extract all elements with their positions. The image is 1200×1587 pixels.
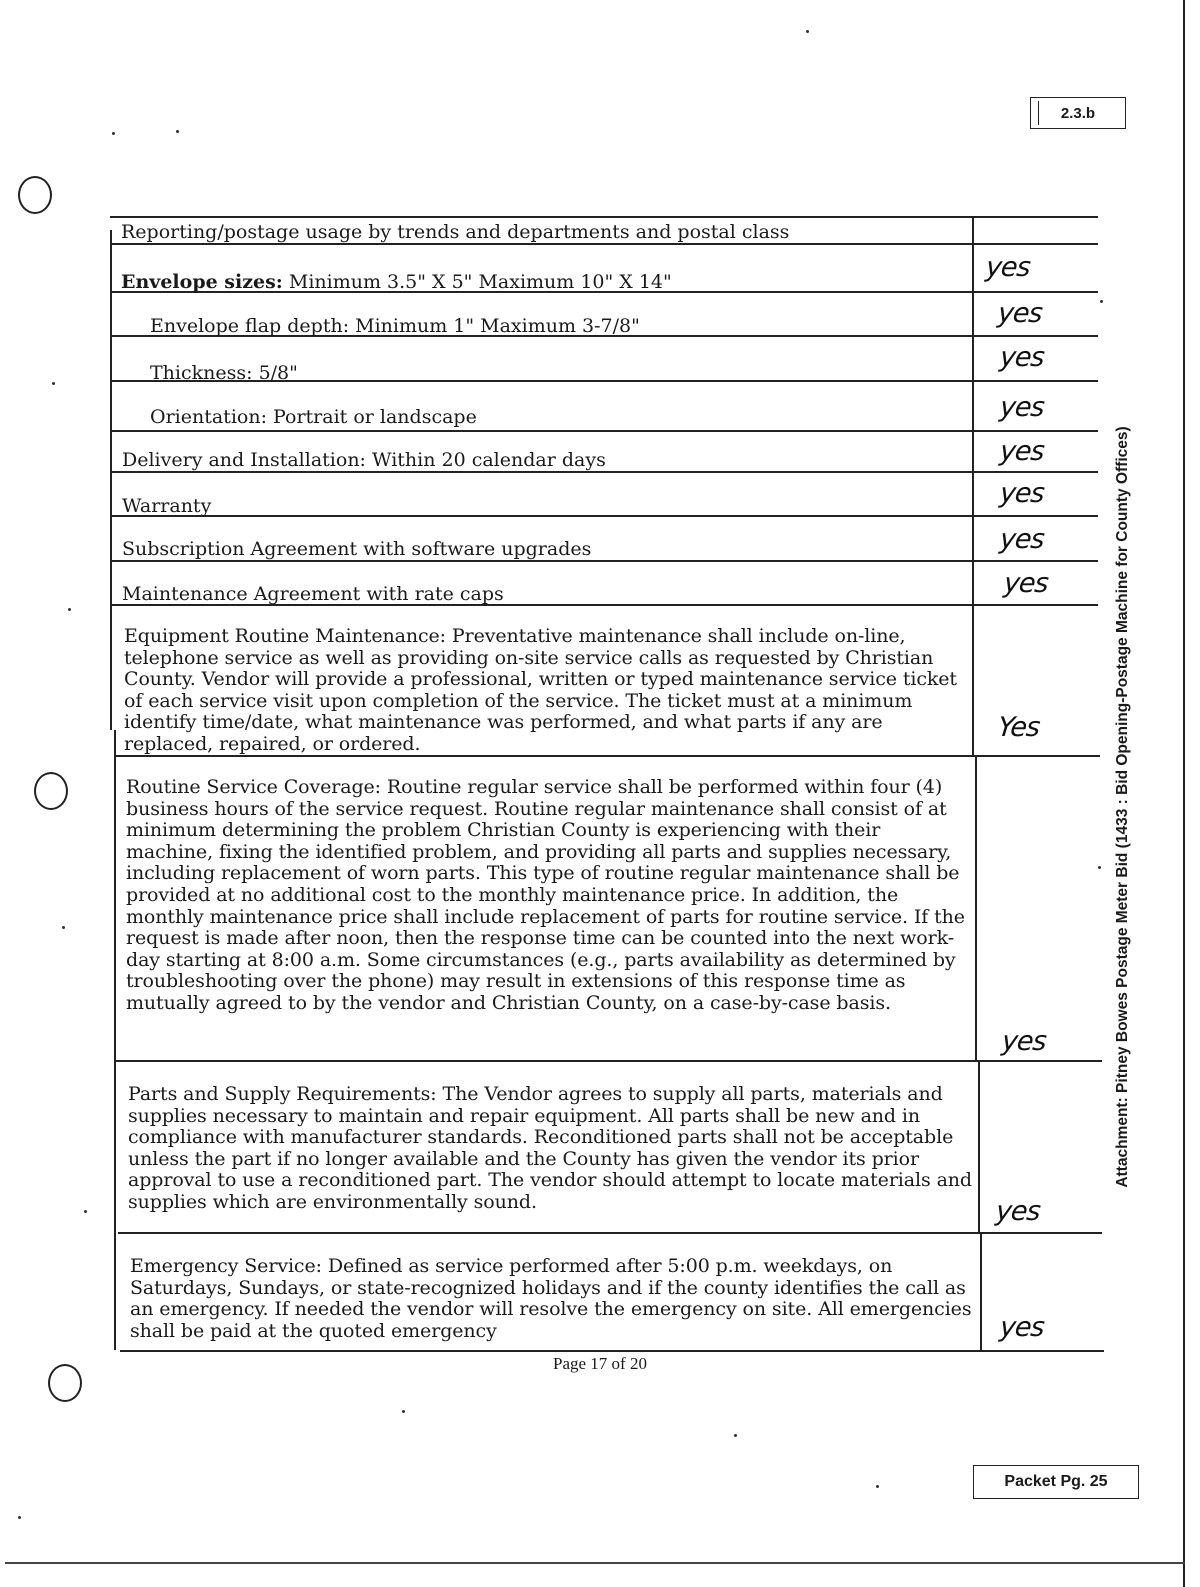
page-number: Page 17 of 20	[553, 1354, 647, 1373]
answer-orientation: yes	[998, 392, 1046, 423]
table-rule-vertical	[972, 216, 974, 756]
scan-speck	[402, 1410, 405, 1413]
scan-speck	[18, 1516, 21, 1519]
table-rule	[120, 1350, 1104, 1352]
side-attachment-caption: Attachment: Pitney Bowes Postage Meter Bid (1433 : Bid Opening-Postage Machine for County Offices)	[1114, 426, 1131, 1188]
answer-equipment-maintenance: Yes	[996, 712, 1041, 743]
row-equipment-maintenance-text: Equipment Routine Maintenance: Preventative maintenance shall include on-line, telephone service as well as providing on-site service calls as requested by Christian County. Vendor will provide a professional, written or typed maintenance service ticket of each service visit upon completion of the service. The ticket must at a minimum identify time/date, what maintenance was performed, and what parts if any are replaced, repaired, or ordered.	[124, 625, 957, 755]
table-rule	[112, 430, 1098, 432]
row-emergency-service-text: Emergency Service: Defined as service performed after 5:00 p.m. weekdays, on Saturdays, Sundays, or state-recognized holidays and if the county identifies the call as an emergency. If needed the vendor will resolve the emergency on site. All emergencies shall be paid at the quoted emergency	[130, 1255, 972, 1342]
packet-page-box	[973, 1465, 1139, 1499]
row-reporting-label: Reporting/postage usage by trends and departments and postal class	[121, 221, 790, 243]
table-rule-vertical	[975, 755, 977, 1060]
row-routine-service-text: Routine Service Coverage: Routine regular service shall be performed within four (4) business hours of the service request. Routine regular maintenance shall consist of at minimum determining the problem Christian County is experiencing with their machine, fixing the identified problem, and providing all parts and supplies necessary, including replacement of worn parts. This type of routine regular maintenance shall be provided at no additional cost to the monthly maintenance price. In addition, the monthly maintenance price shall include replacement of parts for routine service. If the request is made after noon, then the response time can be counted into the next work-day starting at 8:00 a.m. Some circumstances (e.g., parts availability as determined by troubleshooting over the phone) may result in extensions of this response time as mutually agreed to by the vendor and Christian County, on a case-by-case basis.	[126, 776, 965, 1014]
table-rule	[118, 1232, 1102, 1234]
row-envelope-sizes-heading: Envelope sizes:	[121, 271, 283, 293]
row-subscription-label: Subscription Agreement with software upgrades	[122, 538, 592, 560]
answer-maintenance-agreement: yes	[1002, 568, 1050, 599]
row-thickness-label: Thickness: 5/8"	[150, 362, 298, 384]
table-rule-vertical	[980, 1232, 982, 1350]
answer-thickness: yes	[998, 342, 1046, 373]
scan-speck	[734, 1434, 737, 1437]
scan-speck	[876, 1485, 879, 1488]
row-warranty-label: Warranty	[122, 495, 212, 517]
table-rule	[112, 560, 1098, 562]
answer-subscription: yes	[998, 524, 1046, 555]
answer-routine-service: yes	[1000, 1026, 1048, 1057]
answer-parts-supply: yes	[994, 1196, 1042, 1227]
table-rule-vertical	[978, 1060, 980, 1232]
answer-warranty: yes	[998, 478, 1046, 509]
section-tag-text: 2.3.b	[1060, 104, 1096, 122]
answer-emergency-service: yes	[998, 1312, 1046, 1343]
table-rule	[110, 243, 1098, 245]
table-rule	[112, 471, 1098, 473]
table-rule	[110, 216, 1098, 218]
row-delivery-label: Delivery and Installation: Within 20 calendar days	[122, 449, 606, 471]
packet-page-text: Packet Pg. 25	[1004, 1473, 1108, 1490]
row-orientation-label: Orientation: Portrait or landscape	[150, 406, 477, 428]
answer-flap-depth: yes	[996, 298, 1044, 329]
row-parts-supply-text: Parts and Supply Requirements: The Vendor agrees to supply all parts, materials and supplies necessary to maintain and repair equipment. All parts shall be new and in compliance with manufacturer standards. Reconditioned parts shall not be acceptable unless the part if no longer available and the County has given the vendor its prior approval to use a reconditioned part. The vendor should attempt to locate materials and supplies which are environmentally sound.	[128, 1083, 972, 1213]
answer-delivery: yes	[998, 436, 1046, 467]
page-edge-bottom	[5, 1562, 1185, 1564]
answer-envelope-sizes: yes	[984, 252, 1032, 283]
row-flap-depth-label: Envelope flap depth: Minimum 1" Maximum 3-7/8"	[150, 315, 640, 337]
row-envelope-sizes-label	[121, 272, 672, 293]
table-rule	[116, 1060, 1102, 1062]
row-envelope-sizes-value: Minimum 3.5" X 5" Maximum 10" X 14"	[288, 271, 672, 293]
table-rule	[112, 515, 1098, 517]
row-maintenance-agreement-label: Maintenance Agreement with rate caps	[122, 583, 504, 605]
table-rule-vertical	[110, 230, 112, 730]
table-rule-vertical	[114, 730, 116, 1350]
